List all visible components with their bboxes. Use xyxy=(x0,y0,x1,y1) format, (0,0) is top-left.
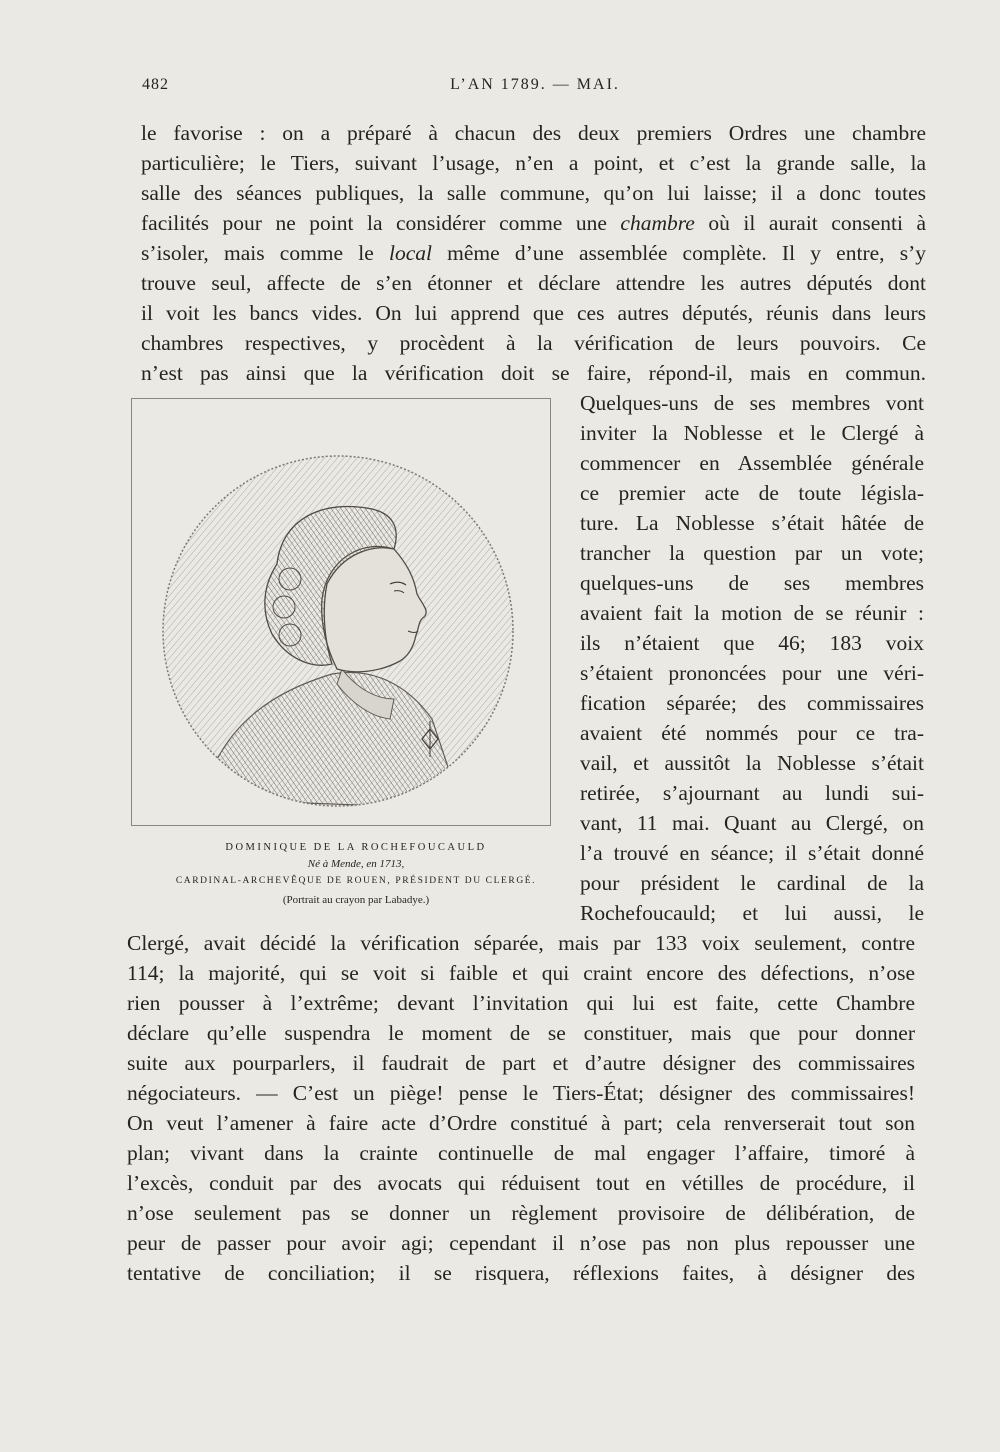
text-line: l’excès, conduit par des avocats qui réduisent tout en vétilles de procédure, il xyxy=(127,1171,915,1195)
italic-word: chambre xyxy=(620,211,695,235)
text-line: suite aux pourparlers, il faudrait de part et d’autre désigner des commissaires xyxy=(127,1051,915,1075)
portrait-illustration xyxy=(132,399,550,825)
text-line: il voit les bancs vides. On lui apprend que ces autres députés, réunis dans leurs xyxy=(141,301,926,325)
text-line: trancher la question par un vote; xyxy=(580,541,924,565)
text-line: pour président le cardinal de la xyxy=(580,871,924,895)
caption-credit: (Portrait au crayon par Labadye.) xyxy=(282,894,430,906)
text-line: chambres respectives, y procèdent à la vérification de leurs pouvoirs. Ce xyxy=(141,331,926,355)
text-line: commencer en Assemblée générale xyxy=(580,451,924,475)
text-line: salle des séances publiques, la salle commune, qu’on lui laisse; il a donc toutes xyxy=(141,181,926,205)
text-line: avaient été nommés pour ce tra- xyxy=(580,721,924,745)
text-line: inviter la Noblesse et le Clergé à xyxy=(580,421,924,445)
text-line: 114; la majorité, qui se voit si faible et qui craint encore des défections, n’ose xyxy=(127,961,915,985)
text-line: trouve seul, affecte de s’en étonner et déclare attendre les autres députés dont xyxy=(141,271,926,295)
caption-name: DOMINIQUE DE LA ROCHEFOUCAULD xyxy=(225,842,487,853)
text-line: peur de passer pour avoir agi; cependant il n’ose pas non plus repousser une xyxy=(127,1231,915,1255)
text-line: Quelques-uns de ses membres vont xyxy=(580,391,924,415)
text-line: particulière; le Tiers, suivant l’usage, n’en a point, et c’est la grande salle, la xyxy=(141,151,926,175)
caption-title: CARDINAL-ARCHEVÊQUE DE ROUEN, PRÉSIDENT DU CLERGÉ. xyxy=(175,876,537,886)
caption-birth: Né à Mende, en 1713, xyxy=(307,858,405,870)
text-line: négociateurs. — C’est un piège! pense le Tiers-État; désigner des commissaires! xyxy=(127,1081,915,1105)
text-line: s’étaient prononcées pour une véri- xyxy=(580,661,924,685)
text-line: On veut l’amener à faire acte d’Ordre constitué à part; cela renverserait tout son xyxy=(127,1111,915,1135)
text-line: déclare qu’elle suspendra le moment de se constituer, mais que pour donner xyxy=(127,1021,915,1045)
italic-word: local xyxy=(388,241,432,265)
text-line: retirée, s’ajournant au lundi sui- xyxy=(580,781,924,805)
text-line: plan; vivant dans la crainte continuelle de mal engager l’affaire, timoré à xyxy=(127,1141,915,1165)
portrait-frame xyxy=(131,398,551,826)
text-line: Rochefoucauld; et lui aussi, le xyxy=(580,901,924,925)
running-head xyxy=(142,76,928,102)
text-line: vail, et aussitôt la Noblesse s’était xyxy=(580,751,924,775)
text-line: n’est pas ainsi que la vérification doit se faire, répond-il, mais en commun. xyxy=(141,361,926,385)
text-line: l’a trouvé en séance; il s’était donné xyxy=(580,841,924,865)
text-line: vant, 11 mai. Quant au Clergé, on xyxy=(580,811,924,835)
text-line: s’isoler, mais comme le local même d’une assemblée complète. Il y entre, s’y xyxy=(141,241,926,265)
text-line: tentative de conciliation; il se risquera, réflexions faites, à désigner des xyxy=(127,1261,915,1285)
text-line: ils n’étaient que 46; 183 voix xyxy=(580,631,924,655)
text-line: ce premier acte de toute législa- xyxy=(580,481,924,505)
text-line: facilités pour ne point la considérer comme une chambre où il aurait consenti à xyxy=(141,211,926,235)
text-line: avaient fait la motion de se réunir : xyxy=(580,601,924,625)
page-number: 482 xyxy=(142,76,169,93)
text-line: n’ose seulement pas se donner un règlement provisoire de délibération, de xyxy=(127,1201,915,1225)
text-line: rien pousser à l’extrême; devant l’invitation qui lui est faite, cette Chambre xyxy=(127,991,915,1015)
text-line: Clergé, avait décidé la vérification séparée, mais par 133 voix seulement, contre xyxy=(127,931,915,955)
text-line: ture. La Noblesse s’était hâtée de xyxy=(580,511,924,535)
text-line: fication séparée; des commissaires xyxy=(580,691,924,715)
text-line: quelques-uns de ses membres xyxy=(580,571,924,595)
text-line: le favorise : on a préparé à chacun des deux premiers Ordres une chambre xyxy=(141,121,926,145)
running-title: L’AN 1789. — MAI. xyxy=(450,76,620,93)
